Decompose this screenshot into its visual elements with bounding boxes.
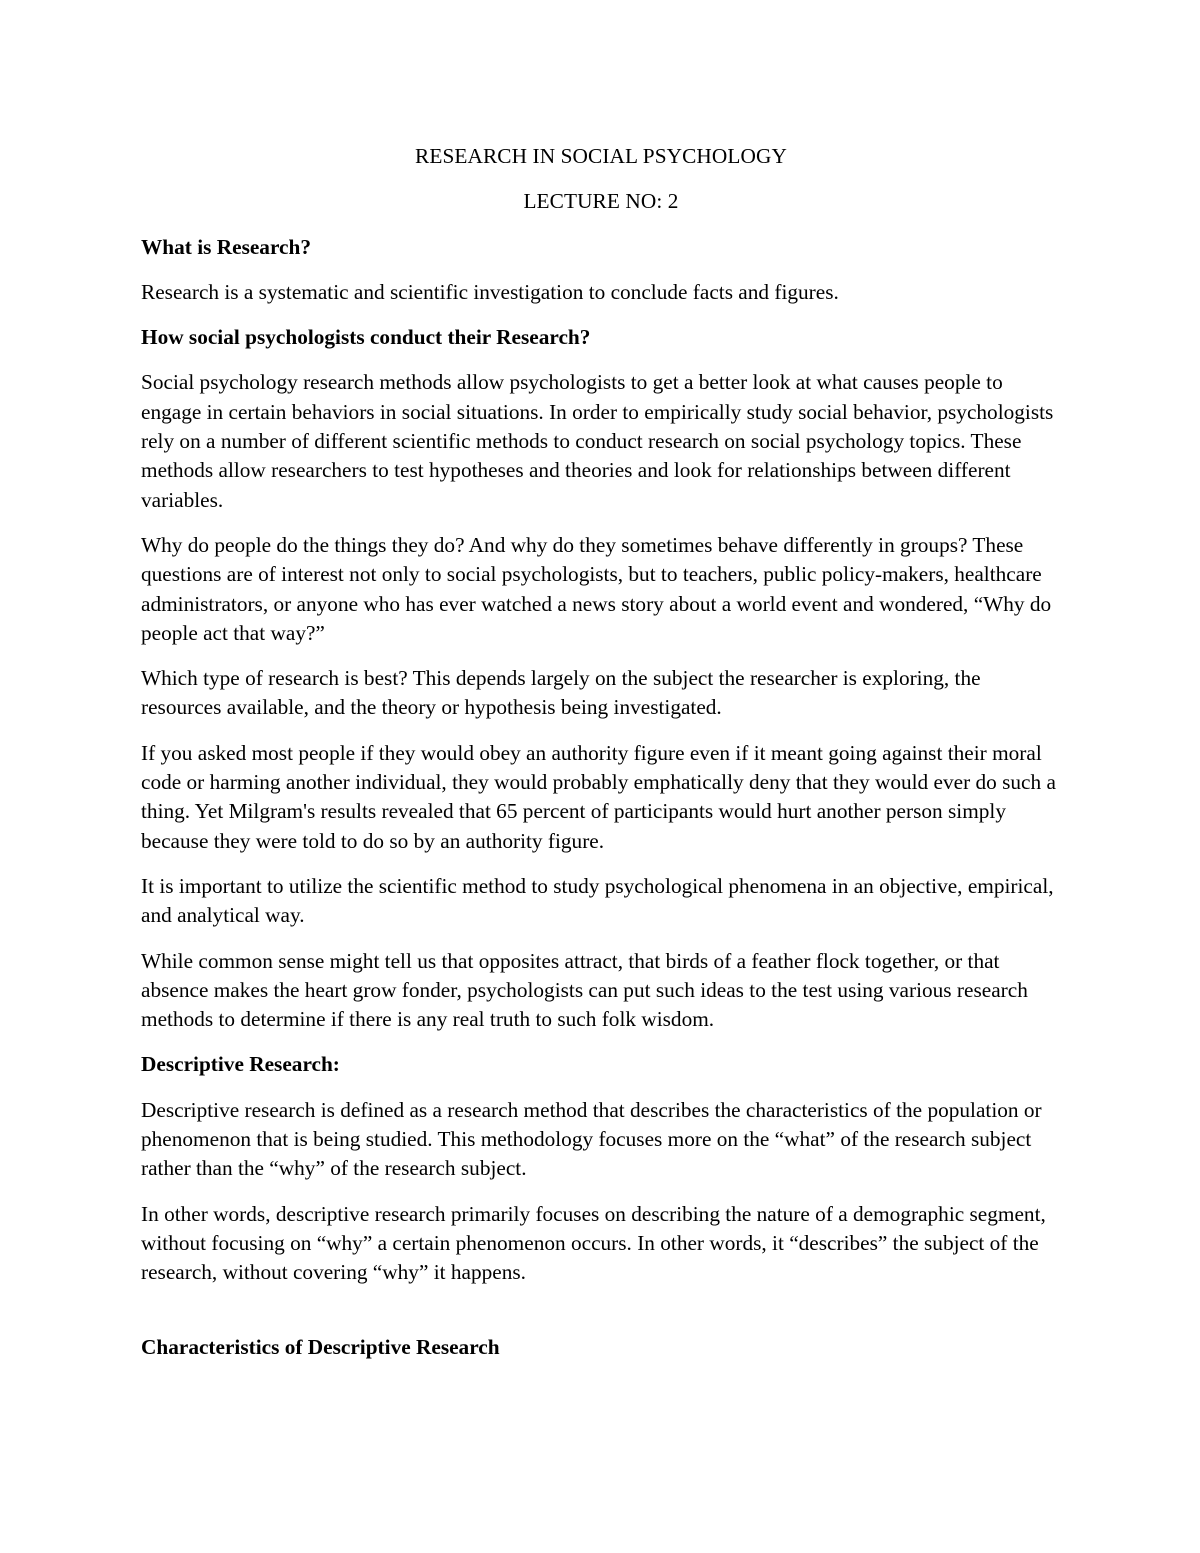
section-heading-what-is-research: What is Research?	[141, 234, 311, 259]
paragraph-descriptive-focus: In other words, descriptive research primarily focuses on describing the nature of a demographic segment, without focusing on “why” a certain phenomenon occurs. In other words, it “describes” the subject of the research, without covering “why” it happens.	[141, 1201, 1046, 1285]
document-body	[141, 142, 1061, 1378]
blank-line	[141, 1304, 1061, 1333]
paragraph-scientific-method: It is important to utilize the scientific method to study psychological phenomena in an objective, empirical, and analytical way.	[141, 873, 1054, 928]
paragraph-why-people-do: Why do people do the things they do? And why do they sometimes behave differently in groups? These questions are of interest not only to social psychologists, but to teachers, public policy-makers, healthcare administrators, or anyone who has ever watched a news story about a world event and wondered, “Why do people act that way?”	[141, 532, 1052, 645]
paragraph-research-definition: Research is a systematic and scientific investigation to conclude facts and figures.	[141, 279, 839, 304]
section-heading-descriptive-research: Descriptive Research:	[141, 1052, 340, 1077]
section-heading-characteristics: Characteristics of Descriptive Research	[141, 1334, 500, 1359]
section-heading-how-conduct-research: How social psychologists conduct their Research?	[141, 325, 591, 350]
document-title: RESEARCH IN SOCIAL PSYCHOLOGY	[415, 144, 787, 168]
paragraph-milgram: If you asked most people if they would obey an authority figure even if it meant going against their moral code or harming another individual, they would probably emphatically deny that they would ever do such a thing. Yet Milgram's results revealed that 65 percent of participants would hurt another person simply because they were told to do so by an authority figure.	[141, 740, 1056, 853]
paragraph-common-sense: While common sense might tell us that opposites attract, that birds of a feather flock together, or that absence makes the heart grow fonder, psychologists can put such ideas to the test using various research methods to determine if there is any real truth to such folk wisdom.	[141, 948, 1028, 1032]
paragraph-descriptive-definition: Descriptive research is defined as a research method that describes the characteristics of the population or phenomenon that is being studied. This methodology focuses more on the “what” of the research subject rather than the “why” of the research subject.	[141, 1097, 1042, 1181]
paragraph-which-type-best: Which type of research is best? This depends largely on the subject the researcher is exploring, the resources available, and the theory or hypothesis being investigated.	[141, 666, 981, 720]
lecture-number: LECTURE NO: 2	[523, 189, 679, 214]
paragraph-research-methods: Social psychology research methods allow psychologists to get a better look at what causes people to engage in certain behaviors in social situations. In order to empirically study social behavior, psychologists rely on a number of different scientific methods to conduct research on social psychology topics. These methods allow researchers to test hypotheses and theories and look for relationships between different variables.	[141, 370, 1054, 512]
